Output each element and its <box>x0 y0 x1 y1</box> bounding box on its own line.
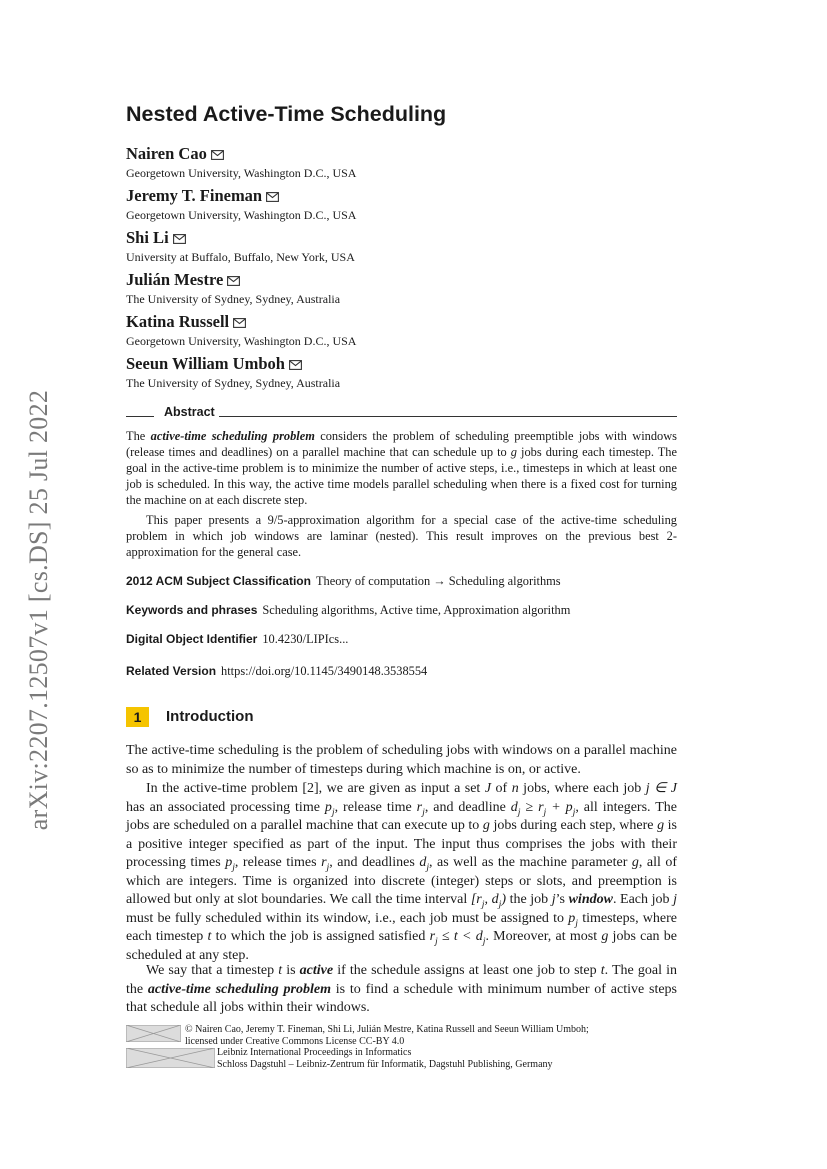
author-block <box>126 228 355 265</box>
author-affiliation: Georgetown University, Washington D.C., USA <box>126 208 357 222</box>
paper-title: Nested Active-Time Scheduling <box>126 102 447 126</box>
related-version-link[interactable]: https://doi.org/10.1145/3490148.3538554 <box>221 664 428 678</box>
author-affiliation: University at Buffalo, Buffalo, New York, USA <box>126 250 355 264</box>
related-version: Related Version https://doi.org/10.1145/3490148.3538554 <box>126 664 428 678</box>
author-block <box>126 270 340 307</box>
intro-paragraph: The active-time scheduling is the problem of scheduling jobs with windows on a parallel machine so as to minimize the number of timesteps during which machine is on, or active. <box>126 743 677 777</box>
author-block <box>126 312 356 349</box>
copyright-line: © Nairen Cao, Jeremy T. Fineman, Shi Li, Julián Mestre, Katina Russell and Seeun William Umboh; <box>185 1024 589 1035</box>
author-block <box>126 144 356 181</box>
email-icon[interactable] <box>289 360 302 370</box>
dagstuhl-line: Schloss Dagstuhl – Leibniz-Zentrum für Informatik, Dagstuhl Publishing, Germany <box>217 1059 553 1070</box>
abstract-paragraph: This paper presents a 9/5-approximation algorithm for a special case of the active-time scheduling problem in which job windows are laminar (nested). This result improves on the previous best 2-approximation for the general case. <box>126 513 677 560</box>
abstract-heading: Abstract <box>164 405 215 419</box>
email-icon[interactable] <box>211 150 224 160</box>
author-name: Katina Russell <box>126 312 356 331</box>
email-icon[interactable] <box>227 276 240 286</box>
section-number: 1 <box>126 707 149 727</box>
lipics-line: Leibniz International Proceedings in Informatics <box>217 1047 412 1058</box>
author-affiliation: The University of Sydney, Sydney, Australia <box>126 376 341 390</box>
author-block <box>126 186 356 223</box>
doi: Digital Object Identifier 10.4230/LIPIcs... <box>126 632 349 646</box>
intro-paragraph: We say that a timestep t is active if the schedule assigns at least one job to step t. The goal in the active-time scheduling problem is to find a schedule with minimum number of active steps that schedule all jobs within their windows. <box>126 963 678 1015</box>
intro-paragraph: In the active-time problem [2], we are given as input a set J of n jobs, where each job j ∈ J has an associated processing time $p_j$, release time $r_j$, and deadline $d_j \ge r_j + p_j$, all integers. The jobs are scheduled on a parallel machine that can execute up to g jobs during each step, where g is a positive integer specified as part of the input. The input thus comprises the jobs with their processing times $p_j$, release times $r_j$, and deadlines $d_j$, as well as the machine parameter g, all of which are integers. Time is organized into discrete (integer) steps or slots, and preemption is allowed but only at slot boundaries. We call the time interval [$r_j$, $d_j$) the job j’s window. Each job j must be fully scheduled within its window, i.e., each job must be assigned to $p_j$ timesteps, where each timestep t to which the job is assigned satisfied $r_j \le t < d_j$. Moreover, at most g jobs can be scheduled at any step. <box>126 781 678 963</box>
author-affiliation: Georgetown University, Washington D.C., USA <box>126 166 357 180</box>
keywords: Keywords and phrases Scheduling algorithms, Active time, Approximation algorithm <box>126 603 571 617</box>
section-title: Introduction <box>166 708 254 725</box>
lipics-logo <box>126 1048 215 1068</box>
email-icon[interactable] <box>173 234 186 244</box>
author-block <box>126 354 340 391</box>
author-affiliation: Georgetown University, Washington D.C., USA <box>126 334 357 348</box>
arxiv-identifier-stamp: arXiv:2207.12507v1 [cs.DS] 25 Jul 2022 <box>24 389 53 831</box>
author-affiliation: The University of Sydney, Sydney, Australia <box>126 292 341 306</box>
abstract-paragraph: The active-time scheduling problem considers the problem of scheduling preemptible jobs with windows (release times and deadlines) on a parallel machine that can schedule up to g jobs during each timestep. The goal in the active-time problem is to minimize the number of active steps, i.e., timesteps in which at least one job is scheduled. In this way, the active time models parallel scheduling when there is a fixed cost for turning the machine on at each discrete step. <box>126 429 677 508</box>
author-name: Jeremy T. Fineman <box>126 186 356 205</box>
author-name: Shi Li <box>126 228 355 247</box>
acm-classification: 2012 ACM Subject Classification Theory of computation → Scheduling algorithms <box>126 574 561 588</box>
author-name: Nairen Cao <box>126 144 356 163</box>
email-icon[interactable] <box>266 192 279 202</box>
license-line: licensed under Creative Commons License CC-BY 4.0 <box>185 1036 405 1047</box>
author-name: Seeun William Umboh <box>126 354 340 373</box>
cc-by-license-logo <box>126 1025 181 1042</box>
email-icon[interactable] <box>233 318 246 328</box>
author-name: Julián Mestre <box>126 270 340 289</box>
